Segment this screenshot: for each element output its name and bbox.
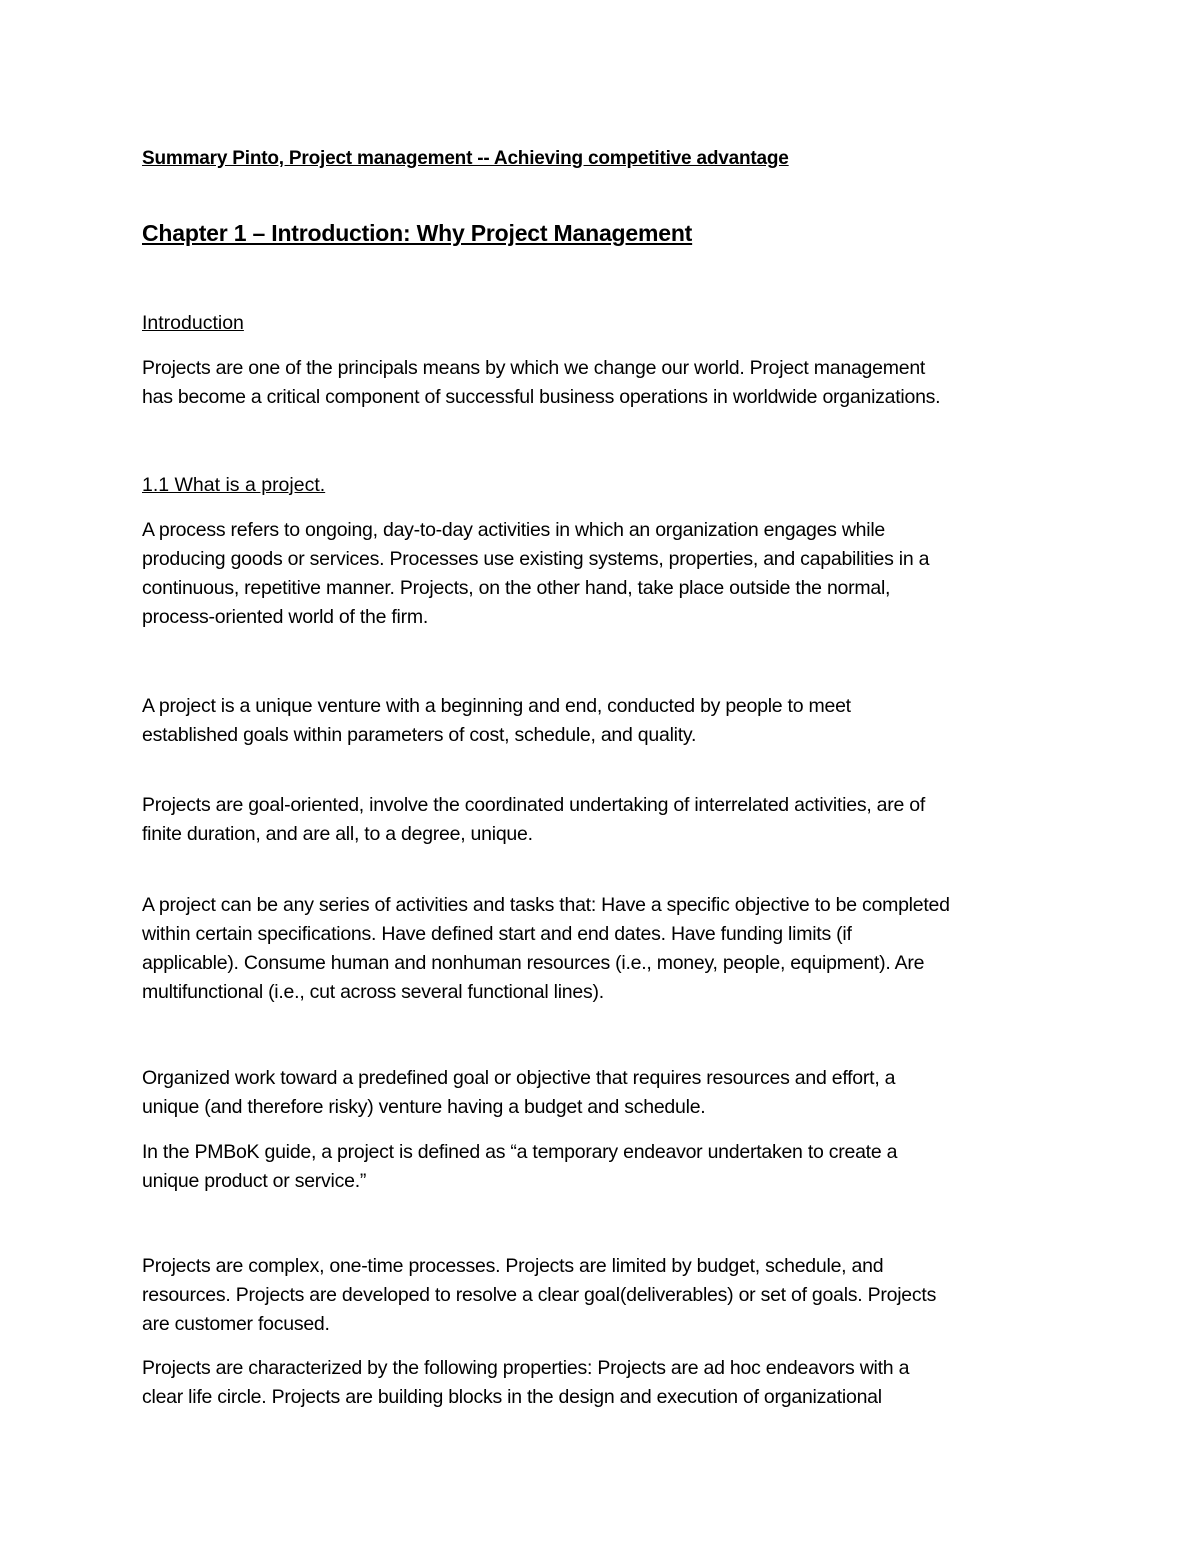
paragraph-line: continuous, repetitive manner. Projects, on the other hand, take place outside the normal, <box>142 577 891 599</box>
section-heading-introduction: Introduction <box>142 312 244 334</box>
paragraph-project-unique-venture <box>142 692 1082 750</box>
document-title: Summary Pinto, Project management -- Achieving competitive advantage <box>142 148 789 169</box>
paragraph-line: process-oriented world of the firm. <box>142 606 429 628</box>
paragraph-complex-processes <box>142 1252 1082 1339</box>
paragraph-line: established goals within parameters of cost, schedule, and quality. <box>142 724 697 746</box>
paragraph-line: producing goods or services. Processes use existing systems, properties, and capabilities in a <box>142 548 930 570</box>
paragraph-line: resources. Projects are developed to resolve a clear goal(deliverables) or set of goals. Projects <box>142 1284 937 1306</box>
paragraph-line: Projects are complex, one-time processes. Projects are limited by budget, schedule, and <box>142 1255 884 1277</box>
paragraph-line: are customer focused. <box>142 1313 330 1335</box>
paragraph-series-of-activities <box>142 891 1082 1007</box>
section-heading-what-is-a-project: 1.1 What is a project. <box>142 474 326 496</box>
chapter-title: Chapter 1 – Introduction: Why Project Management <box>142 220 693 246</box>
paragraph-line: Organized work toward a predefined goal or objective that requires resources and effort, a <box>142 1067 896 1089</box>
paragraph-line: applicable). Consume human and nonhuman resources (i.e., money, people, equipment). Are <box>142 952 925 974</box>
paragraph-properties <box>142 1354 1082 1412</box>
paragraph-organized-work <box>142 1064 1082 1122</box>
paragraph-process-definition <box>142 516 1082 632</box>
paragraph-line: Projects are characterized by the following properties: Projects are ad hoc endeavors with a <box>142 1357 910 1379</box>
paragraph-line: A project can be any series of activities and tasks that: Have a specific objective to be completed <box>142 894 950 916</box>
paragraph-line: multifunctional (i.e., cut across several functional lines). <box>142 981 604 1003</box>
paragraph-line: Projects are one of the principals means by which we change our world. Project management <box>142 357 926 379</box>
paragraph-line: unique (and therefore risky) venture having a budget and schedule. <box>142 1096 706 1118</box>
paragraph-line: unique product or service.” <box>142 1170 367 1192</box>
paragraph-line: has become a critical component of successful business operations in worldwide organizations. <box>142 386 941 408</box>
paragraph-line: Projects are goal-oriented, involve the coordinated undertaking of interrelated activities, are of <box>142 794 926 816</box>
paragraph-line: finite duration, and are all, to a degree, unique. <box>142 823 533 845</box>
paragraph-line: within certain specifications. Have defined start and end dates. Have funding limits (if <box>142 923 852 945</box>
paragraph-goal-oriented <box>142 791 1082 849</box>
paragraph-pmbok-definition <box>142 1138 1082 1196</box>
paragraph-line: In the PMBoK guide, a project is defined as “a temporary endeavor undertaken to create a <box>142 1141 898 1163</box>
paragraph-line: A process refers to ongoing, day-to-day activities in which an organization engages while <box>142 519 886 541</box>
paragraph-line: clear life circle. Projects are building blocks in the design and execution of organizational <box>142 1386 882 1408</box>
paragraph-line: A project is a unique venture with a beginning and end, conducted by people to meet <box>142 695 851 717</box>
paragraph-introduction <box>142 354 1082 412</box>
